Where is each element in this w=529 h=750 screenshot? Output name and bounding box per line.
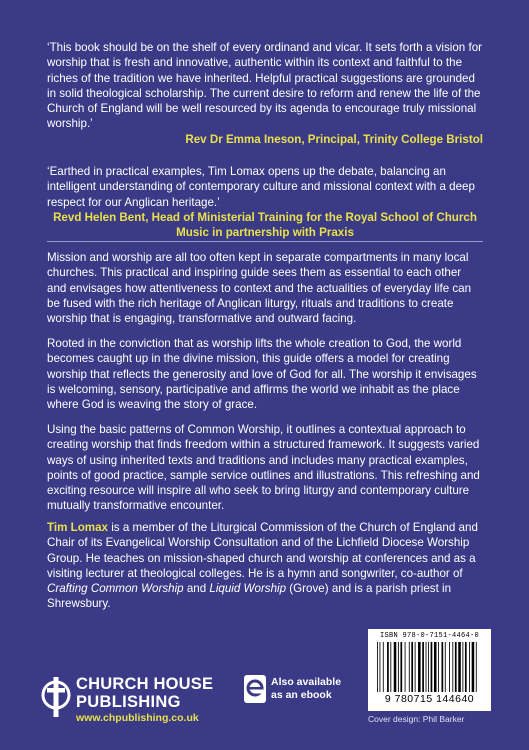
endorsement-1-text: ‘This book should be on the shelf of every ordinand and vicar. It sets forth a vision for worship that is fresh and innovative, authentic within its context and faithful to the riches of the tradition we have inherited. Helpful practical suggestions are grounded in solid theological scholarship. The current desire to reform and renew the life of the Church of England will be well resourced by its agenda to encourage truly missional worship.’ bbox=[47, 41, 483, 131]
book-title-2: Liquid Worship bbox=[209, 582, 287, 596]
description-paragraph-2 bbox=[47, 336, 483, 412]
barcode-number: 9 780715 144640 bbox=[384, 693, 475, 705]
description-text-2: Rooted in the conviction that as worship lifts the whole creation to God, the world becomes caught up in the divine mission, this guide offers a model for creating worship that reflects the generosity and love of God for all. The worship it envisages is welcoming, sensory, participative and affirms the world we inhabit as the place where God is weaving the story of grace. bbox=[47, 337, 477, 412]
ebook-line-2: as an ebook bbox=[271, 688, 332, 701]
publisher-logo bbox=[40, 671, 215, 723]
description-text-1: Mission and worship are all too often kept in separate compartments in many local churches. This practical and inspiring guide sees them as essential to each other and envisages how attentiveness to context and the actualities of everyday life can be fused with the rich heritage of Anglican liturgy, rituals and traditions to create worship that is engaging, transformative and outward facing. bbox=[47, 251, 472, 326]
description-paragraph-3 bbox=[47, 422, 483, 514]
ebook-e-icon bbox=[243, 674, 267, 704]
author-bio-and: and bbox=[183, 582, 210, 596]
ebook-badge bbox=[243, 672, 353, 712]
cover-design-credit: Cover design: Phil Barker bbox=[368, 714, 465, 724]
endorsement-2-attribution: Revd Helen Bent, Head of Ministerial Training for the Royal School of Church Music in partnership with Praxis bbox=[53, 210, 477, 240]
author-name: Tim Lomax bbox=[47, 521, 108, 534]
church-house-cross-icon bbox=[40, 673, 72, 721]
description-paragraph-1 bbox=[47, 250, 483, 326]
publisher-url[interactable]: www.chpublishing.co.uk bbox=[76, 712, 199, 724]
endorsement-2 bbox=[47, 164, 483, 240]
book-title-1: Crafting Common Worship bbox=[47, 582, 184, 596]
ebook-line-1: Also available bbox=[271, 676, 342, 688]
isbn-barcode-box bbox=[368, 629, 491, 711]
description-text-3: Using the basic patterns of Common Worship, it outlines a contextual approach to creating worship that finds freedom within a structured framework. It suggests varied ways of using inherited texts and traditions and includes many practical examples, points of good practice, sample service outlines and illustrations. This refreshing and exciting resource will inspire all who seek to bring liturgy and contemporary culture mutually transformative encounter. bbox=[47, 423, 480, 513]
author-bio-text-1: is a member of the Liturgical Commission of the Church of England and Chair of its Evangelical Worship Consultation and of the Lichfield Diocese Worship Group. He teaches on mission-shaped church and worship at conferences and as a visiting lecturer at theological colleges. He is a hymn and songwriter, co-author of bbox=[47, 521, 478, 580]
endorsement-2-text: ‘Earthed in practical examples, Tim Lomax opens up the debate, balancing an intelligent understanding of contemporary culture and missional context with a deep respect for our Anglican heritage.’ bbox=[47, 165, 475, 209]
isbn-label: ISBN 978-0-7151-4464-0 bbox=[379, 632, 479, 640]
divider bbox=[47, 241, 483, 242]
publisher-name-line-2: PUBLISHING bbox=[76, 693, 181, 711]
endorsement-1 bbox=[47, 40, 483, 147]
author-bio bbox=[47, 520, 483, 612]
barcode bbox=[376, 642, 483, 692]
endorsement-1-attribution: Rev Dr Emma Ineson, Principal, Trinity College Bristol bbox=[185, 132, 483, 146]
publisher-name-line-1: CHURCH HOUSE bbox=[76, 675, 214, 693]
author-bio-text-2: (Grove) and is a parish priest in Shrewsbury. bbox=[47, 582, 452, 611]
